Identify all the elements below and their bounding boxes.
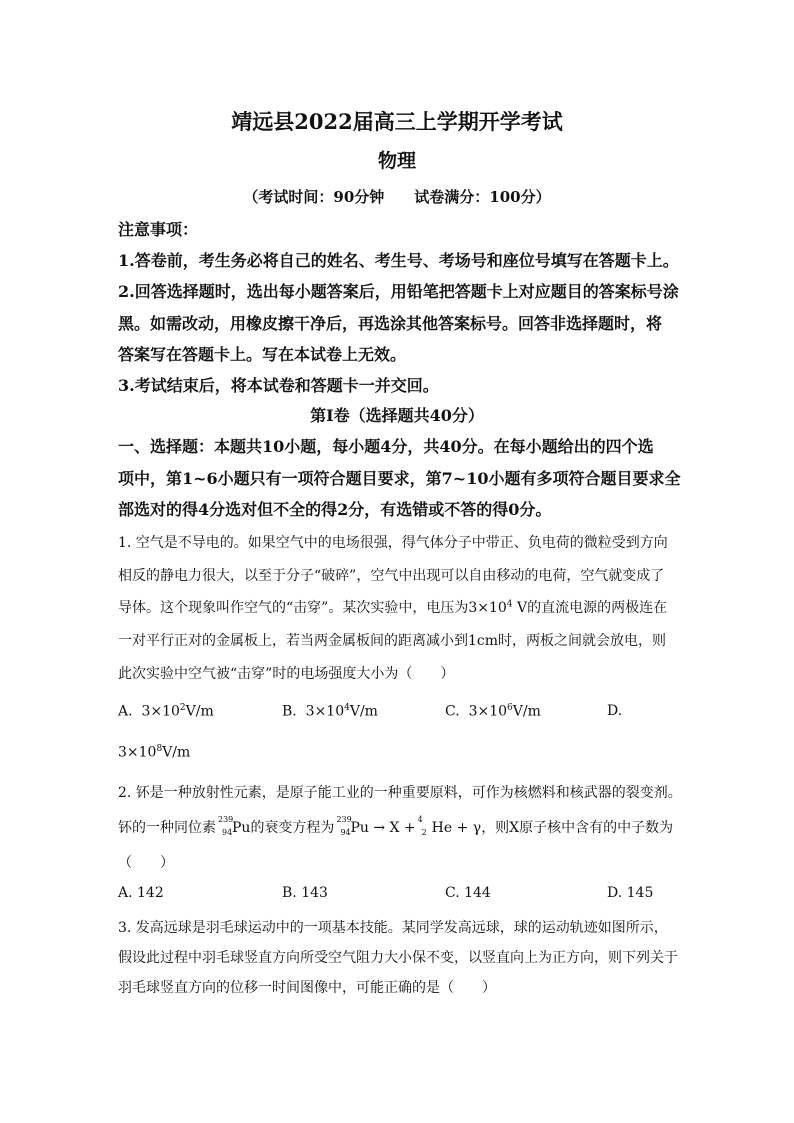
notice-item-2-line-2: 黑。如需改动，用橡皮擦干净后，再选涂其他答案标号。回答非选择题时，将 <box>118 314 663 333</box>
q1-option-d-label: D. <box>607 703 623 719</box>
part1-intro-line-2: 项中，第1~6小题只有一项符合题目要求，第7~10小题有多项符合题目要求全 <box>118 469 681 488</box>
pu-nuclide: 239 94 Pu <box>218 815 251 837</box>
exam-title: 靖远县2022届高三上学期开学考试 <box>231 109 563 134</box>
q2-line-1: 2. 钚是一种放射性元素，是原子能工业的一种重要原料，可作为核燃料和核武器的裂变剂。 <box>118 785 682 801</box>
q3-line-2: 假设此过程中羽毛球竖直方向所受空气阻力大小保不变，以竖直向上为正方向，则下列关于 <box>118 950 678 966</box>
part1-heading: 第Ⅰ卷（选择题共40分） <box>310 406 484 425</box>
q2-option-c: C. 144 <box>445 885 491 901</box>
q2-option-d: D. 145 <box>607 885 654 901</box>
q1-line-3-text-b: 的直流电源的两极连在 <box>527 600 668 616</box>
q1-voltage-value: $3\times 10^4$ V <box>468 599 528 616</box>
notice-item-1: 1.答卷前，考生务必将自己的姓名、考生号、考场号和座位号填写在答题卡上。 <box>118 251 679 270</box>
q2-option-b: B. 143 <box>282 885 328 901</box>
part1-intro-line-1: 一、选择题：本题共10小题，每小题4分，共40分。在每小题给出的四个选 <box>118 437 654 456</box>
q1-line-3-text-a: 导体。这个现象叫作空气的“击穿”。某次实验中，电压为 <box>118 600 469 616</box>
q1-option-c: C. $3\times 10^6V/m$ <box>445 703 541 720</box>
q1-line-3 <box>118 597 667 617</box>
notice-item-2-line-3: 答案写在答题卡上。写在本试卷上无效。 <box>118 345 407 364</box>
pu-nuclide-equation: 239 94 Pu <box>336 815 369 837</box>
notice-item-3: 3.考试结束后，将本试卷和答题卡一并交回。 <box>118 376 439 395</box>
notice-heading: 注意事项： <box>118 220 199 239</box>
q1-line-5: 此次实验中空气被“击穿”时的电场强度大小为（ ） <box>118 666 455 682</box>
q1-option-b: B. $3\times 10^4V/m$ <box>282 703 378 720</box>
q2-option-a: A. 142 <box>118 885 164 901</box>
q1-line-4: 一对平行正对的金属板上，若当两金属板间的距离减小到1cm时，两板之间就会放电，则 <box>118 633 667 649</box>
part1-intro-line-3: 部选对的得4分选对但不全的得2分，有选错或不答的得0分。 <box>118 500 552 519</box>
q1-option-d-value: $3\times 10^8V/m$ <box>118 744 191 761</box>
q3-line-3: 羽毛球竖直方向的位移一时间图像中，可能正确的是（ ） <box>118 980 496 996</box>
subject-title: 物理 <box>377 150 416 172</box>
he-nuclide: 4 2 He <box>417 815 453 837</box>
q3-line-1: 3. 发高远球是羽毛球运动中的一项基本技能。某同学发高远球，球的运动轨迹如图所示， <box>118 920 668 936</box>
q1-option-a: A. $3\times 10^2V/m$ <box>118 703 214 720</box>
exam-info: （考试时间：90分钟 试卷满分：100分） <box>243 188 551 206</box>
q1-line-2: 相反的静电力很大，以至于分子“破碎”，空气中出现可以自由移动的电荷，空气就变成了 <box>118 568 665 584</box>
q2-line-2: 钚的一种同位素 239 94 Pu的衰变方程为 239 94 Pu → X + 4 2 He + γ，则X原子核中含有的中子数为 <box>118 815 674 837</box>
q1-line-1: 1. 空气是不导电的。如果空气中的电场很强，得气体分子中带正、负电荷的微粒受到方向 <box>118 535 668 551</box>
q2-line-3: （ ） <box>118 855 174 871</box>
notice-item-2-line-1: 2.回答选择题时，选出每小题答案后，用铅笔把答题卡上对应题目的答案标号涂 <box>118 282 679 301</box>
